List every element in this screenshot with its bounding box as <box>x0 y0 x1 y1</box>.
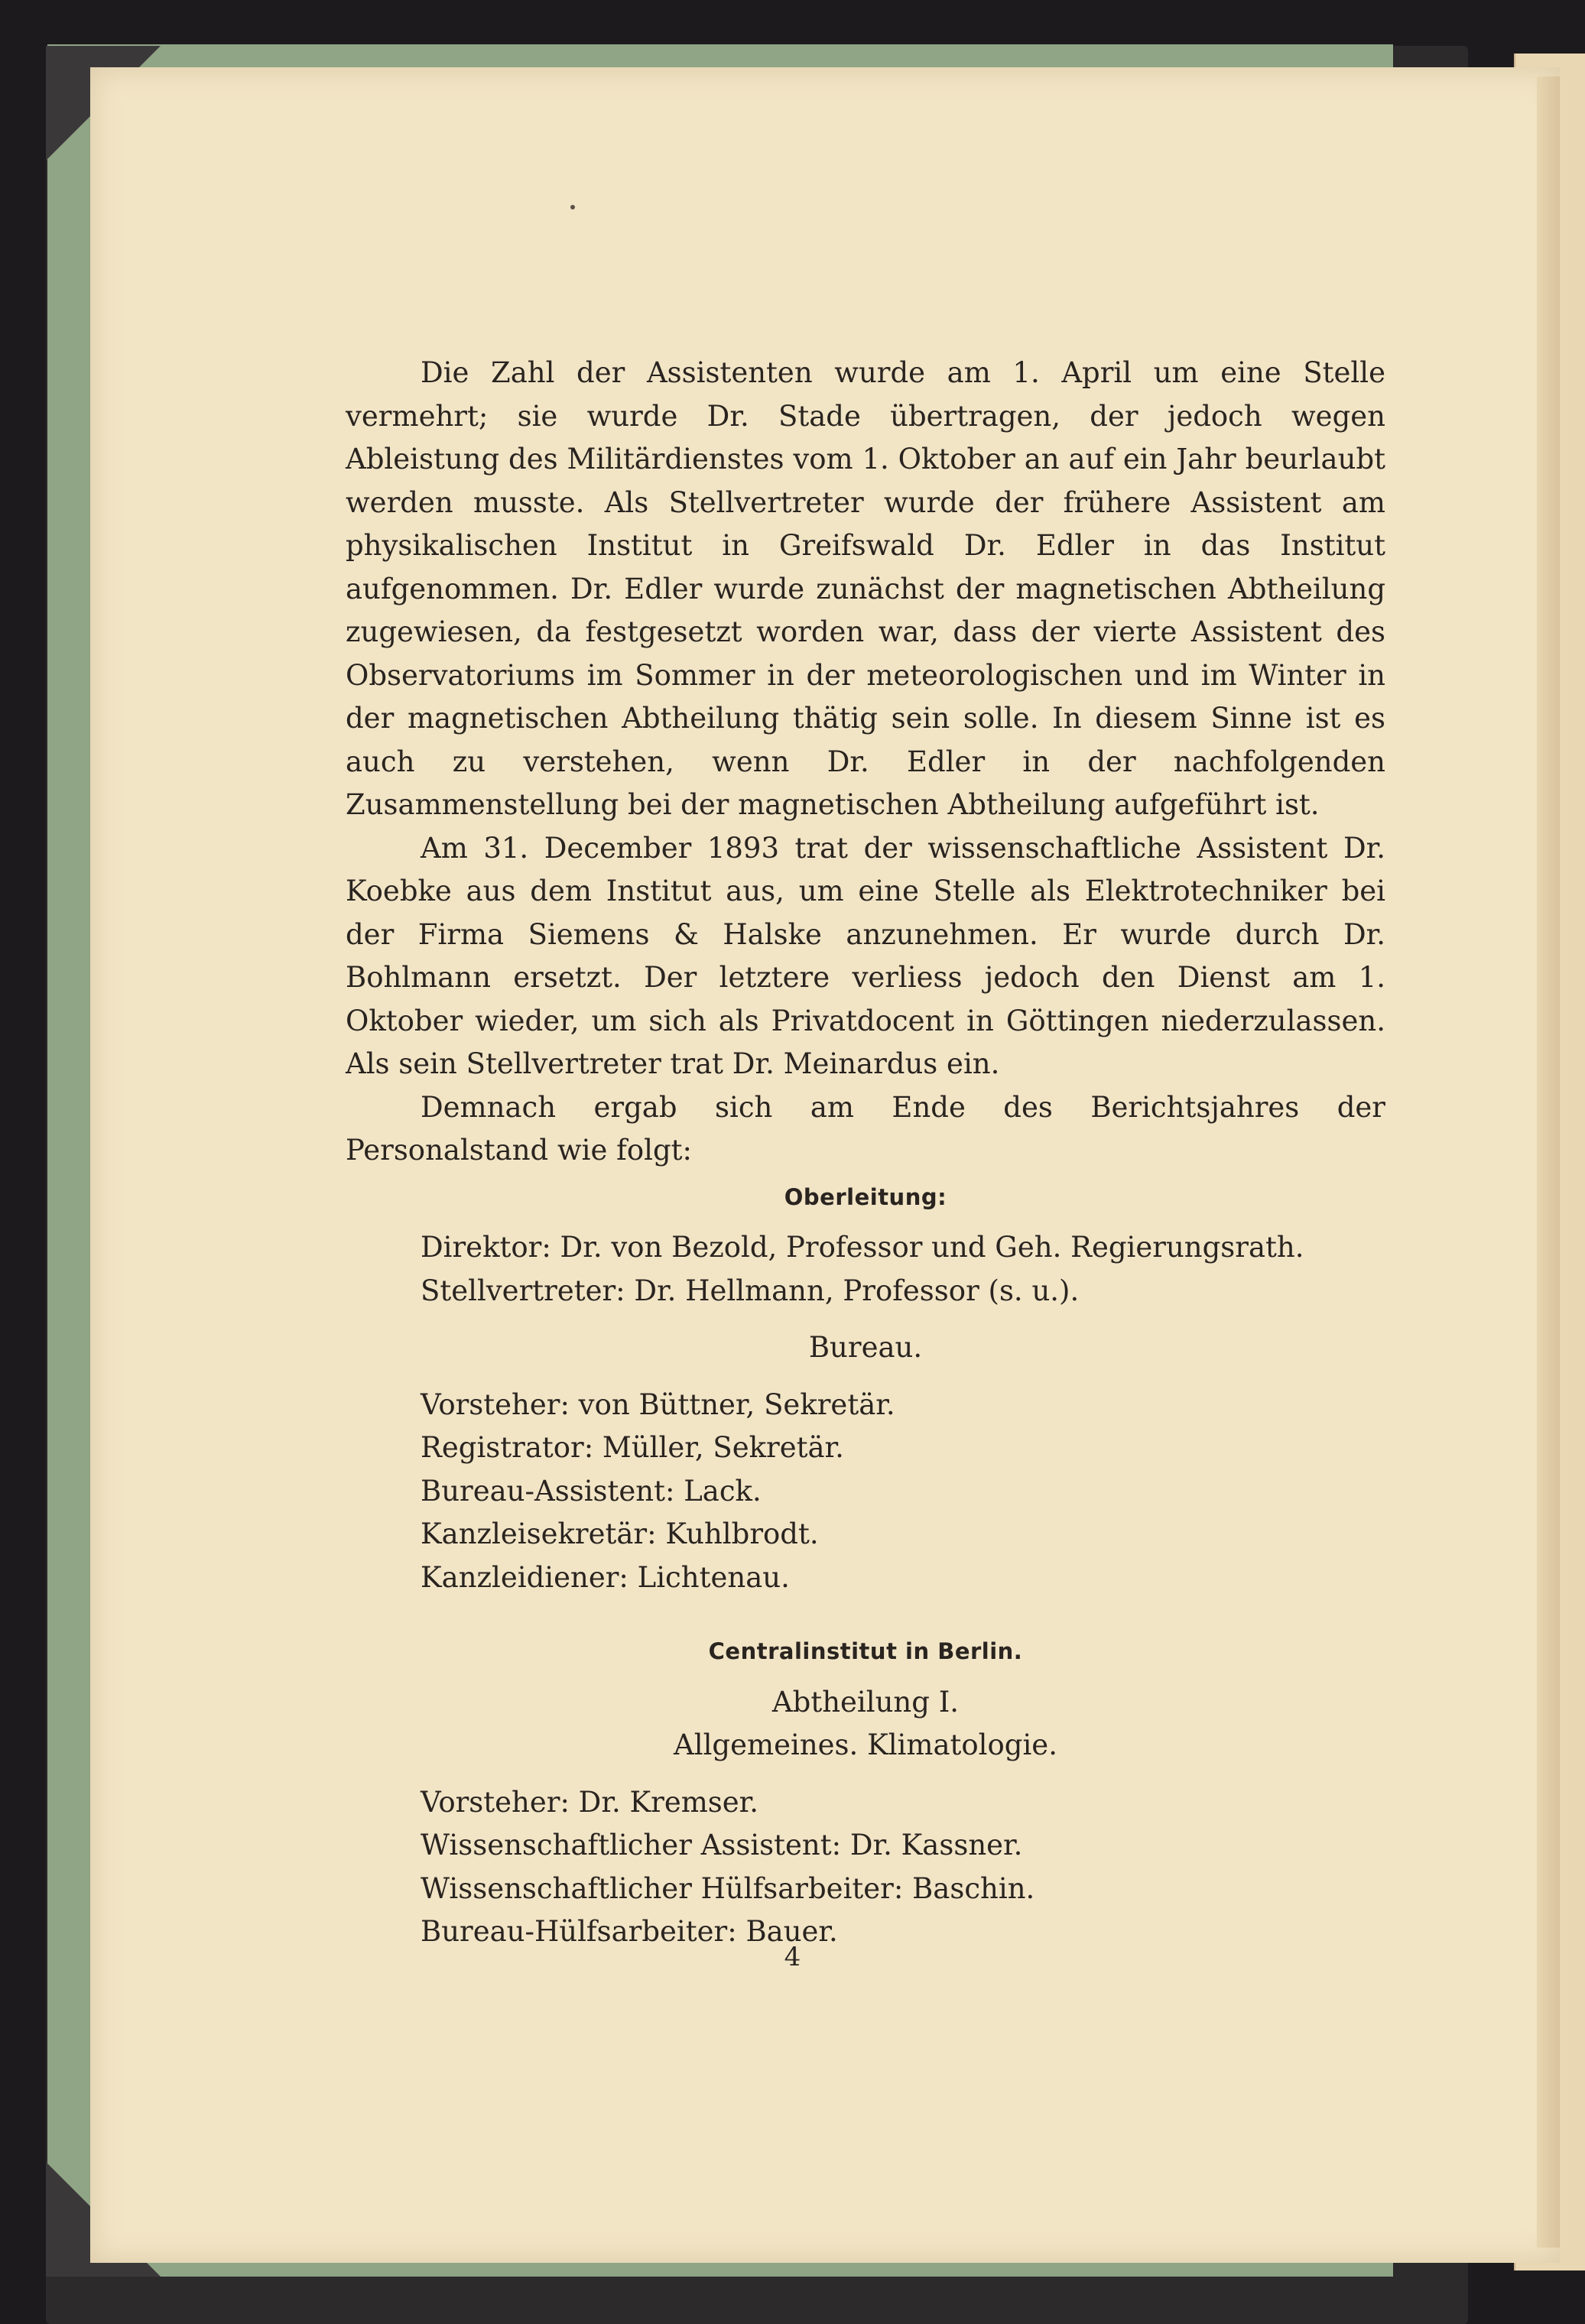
heading-oberleitung: Oberleitung: <box>784 1183 947 1210</box>
staff-line-registrator: Registrator: Müller, Sekretär. <box>421 1431 844 1464</box>
staff-line-ci-huelfsarbeiter: Wissenschaftlicher Hülfsarbeiter: Baschin. <box>421 1871 1035 1905</box>
staff-line-vorsteher: Vorsteher: von Büttner, Sekretär. <box>421 1388 895 1421</box>
paragraph-assistants: Die Zahl der Assistenten wurde am 1. April um eine Stelle vermehrt; sie wurde Dr. Stade übertragen, der jedoch wegen Ableistung des Militärdienstes vom 1. Oktober an auf ein Jahr beurlaubt werden musste. Als Stellvertreter wurde der frühere Assistent am physikalischen Institut in Greifswald Dr. Edler in das Institut aufgenommen. Dr. Edler wurde zunächst der magnetischen Abtheilung zugewiesen, da festgesetzt worden war, dass der vierte Assistent des Observatoriums im Sommer in der meteorologischen und im Winter in der magnetischen Abtheilung thätig sein solle. In diesem Sinne ist es auch zu verstehen, wenn Dr. Edler in der nachfolgenden Zusammenstellung bei der magnetischen Abtheilung aufgeführt ist. <box>346 356 1385 821</box>
staff-line-stellvertreter: Stellvertreter: Dr. Hellmann, Professor (s. u.). <box>421 1274 1080 1307</box>
staff-line-ci-assistent: Wissenschaftlicher Assistent: Dr. Kassner. <box>421 1829 1023 1861</box>
staff-line-kanzleidiener: Kanzleidiener: Lichtenau. <box>421 1560 790 1594</box>
staff-line-kanzleisekretaer: Kanzleisekretär: Kuhlbrodt. <box>421 1517 819 1550</box>
page-text-block <box>346 352 1385 1954</box>
staff-line-ci-vorsteher: Vorsteher: Dr. Kremser. <box>421 1785 759 1819</box>
ink-spot <box>570 205 575 209</box>
page-fore-edge <box>1537 76 1560 2248</box>
staff-line-direktor: Direktor: Dr. von Bezold, Professor und Geh. Regierungsrath. <box>421 1231 1304 1264</box>
staff-line-ci-bureau-huelfsarbeiter: Bureau-Hülfsarbeiter: Bauer. <box>421 1915 838 1948</box>
page-number: 4 <box>784 1942 801 1972</box>
paragraph-personnel-intro: Demnach ergab sich am Ende des Berichtsjahres der Personalstand wie folgt: <box>346 1090 1385 1167</box>
staff-line-bureau-assistent: Bureau-Assistent: Lack. <box>421 1474 762 1508</box>
heading-centralinstitut: Centralinstitut in Berlin. <box>708 1638 1023 1664</box>
heading-klimatologie: Allgemeines. Klimatologie. <box>674 1728 1057 1761</box>
paragraph-changes: Am 31. December 1893 trat der wissenschaftliche Assistent Dr. Koebke aus dem Institut aus, um eine Stelle als Elektrotechniker bei der Firma Siemens & Halske anzunehmen. Er wurde durch Dr. Bohlmann ersetzt. Der letztere verliess jedoch den Dienst am 1. Oktober wieder, um sich als Privatdocent in Göttingen niederzulassen. Als sein Stellvertreter trat Dr. Meinardus ein. <box>346 831 1385 1080</box>
heading-bureau: Bureau. <box>808 1331 923 1364</box>
heading-abtheilung: Abtheilung I. <box>771 1685 960 1719</box>
